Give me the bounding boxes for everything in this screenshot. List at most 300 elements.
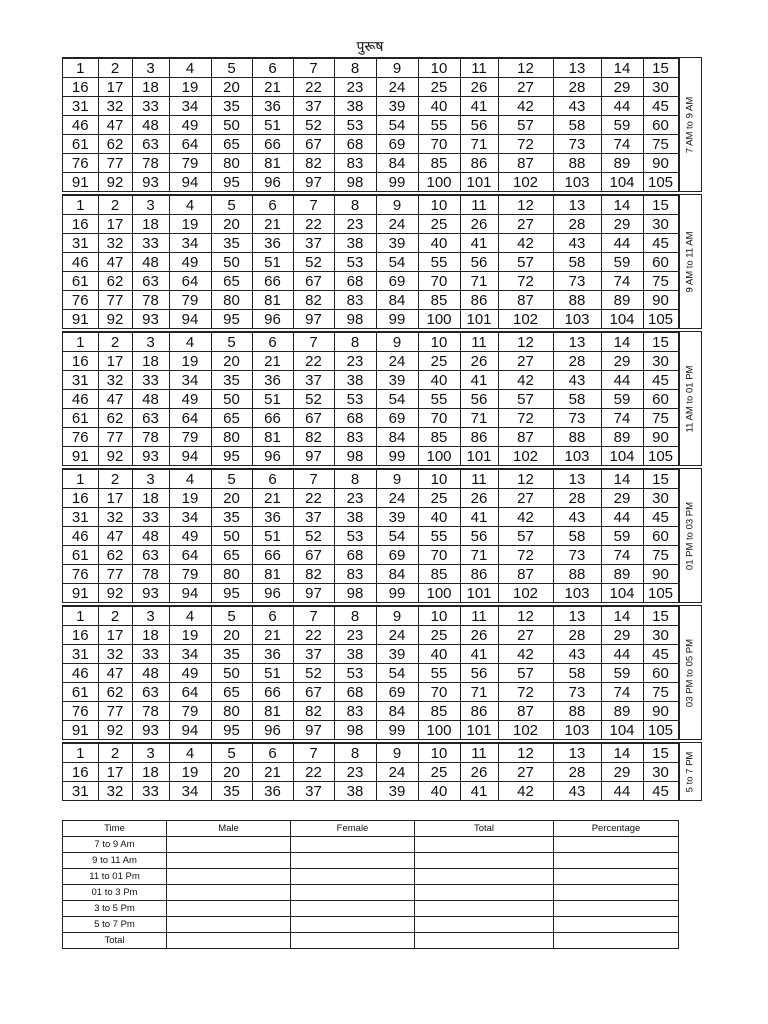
- number-cell[interactable]: 93: [132, 173, 169, 192]
- number-cell[interactable]: 64: [169, 135, 211, 154]
- number-cell[interactable]: 57: [498, 664, 553, 683]
- number-cell[interactable]: 99: [376, 721, 418, 740]
- number-cell[interactable]: 44: [601, 97, 643, 116]
- number-cell[interactable]: 22: [293, 215, 334, 234]
- number-cell[interactable]: 66: [252, 135, 293, 154]
- summary-value-cell[interactable]: [554, 853, 679, 869]
- number-cell[interactable]: 87: [498, 565, 553, 584]
- number-cell[interactable]: 41: [460, 645, 498, 664]
- number-cell[interactable]: 65: [211, 546, 252, 565]
- number-cell[interactable]: 46: [63, 390, 98, 409]
- number-cell[interactable]: 29: [601, 352, 643, 371]
- number-cell[interactable]: 37: [293, 97, 334, 116]
- number-cell[interactable]: 30: [643, 763, 678, 782]
- number-cell[interactable]: 12: [498, 59, 553, 78]
- number-cell[interactable]: 71: [460, 272, 498, 291]
- number-cell[interactable]: 19: [169, 626, 211, 645]
- number-cell[interactable]: 30: [643, 626, 678, 645]
- number-cell[interactable]: 102: [498, 310, 553, 329]
- number-cell[interactable]: 82: [293, 565, 334, 584]
- number-cell[interactable]: 93: [132, 447, 169, 466]
- number-cell[interactable]: 88: [553, 702, 601, 721]
- summary-value-cell[interactable]: [167, 917, 291, 933]
- number-cell[interactable]: 74: [601, 272, 643, 291]
- number-cell[interactable]: 30: [643, 352, 678, 371]
- number-cell[interactable]: 96: [252, 447, 293, 466]
- number-cell[interactable]: 50: [211, 390, 252, 409]
- number-cell[interactable]: 14: [601, 470, 643, 489]
- number-cell[interactable]: 53: [334, 390, 376, 409]
- number-cell[interactable]: 81: [252, 565, 293, 584]
- number-cell[interactable]: 35: [211, 97, 252, 116]
- number-cell[interactable]: 1: [63, 196, 98, 215]
- number-cell[interactable]: 89: [601, 154, 643, 173]
- number-cell[interactable]: 45: [643, 97, 678, 116]
- number-cell[interactable]: 42: [498, 508, 553, 527]
- number-cell[interactable]: 39: [376, 645, 418, 664]
- number-cell[interactable]: 10: [418, 196, 460, 215]
- number-cell[interactable]: 2: [98, 470, 132, 489]
- number-cell[interactable]: 12: [498, 196, 553, 215]
- number-cell[interactable]: 64: [169, 546, 211, 565]
- number-cell[interactable]: 50: [211, 527, 252, 546]
- number-cell[interactable]: 82: [293, 291, 334, 310]
- number-cell[interactable]: 91: [63, 721, 98, 740]
- number-cell[interactable]: 59: [601, 116, 643, 135]
- summary-value-cell[interactable]: [167, 933, 291, 949]
- number-cell[interactable]: 54: [376, 390, 418, 409]
- number-cell[interactable]: 105: [643, 173, 678, 192]
- number-cell[interactable]: 30: [643, 78, 678, 97]
- number-cell[interactable]: 82: [293, 428, 334, 447]
- number-cell[interactable]: 26: [460, 763, 498, 782]
- number-cell[interactable]: 88: [553, 428, 601, 447]
- number-cell[interactable]: 4: [169, 59, 211, 78]
- number-cell[interactable]: 33: [132, 371, 169, 390]
- number-cell[interactable]: 24: [376, 489, 418, 508]
- summary-value-cell[interactable]: [415, 837, 554, 853]
- number-cell[interactable]: 73: [553, 272, 601, 291]
- number-cell[interactable]: 15: [643, 744, 678, 763]
- number-cell[interactable]: 67: [293, 135, 334, 154]
- number-cell[interactable]: 38: [334, 234, 376, 253]
- number-cell[interactable]: 19: [169, 352, 211, 371]
- summary-value-cell[interactable]: [554, 917, 679, 933]
- number-cell[interactable]: 74: [601, 409, 643, 428]
- number-cell[interactable]: 38: [334, 645, 376, 664]
- summary-value-cell[interactable]: [291, 837, 415, 853]
- number-cell[interactable]: 96: [252, 310, 293, 329]
- number-cell[interactable]: 35: [211, 645, 252, 664]
- summary-value-cell[interactable]: [291, 917, 415, 933]
- number-cell[interactable]: 93: [132, 721, 169, 740]
- number-cell[interactable]: 52: [293, 253, 334, 272]
- number-cell[interactable]: 23: [334, 78, 376, 97]
- number-cell[interactable]: 8: [334, 744, 376, 763]
- number-cell[interactable]: 33: [132, 97, 169, 116]
- number-cell[interactable]: 67: [293, 683, 334, 702]
- number-cell[interactable]: 48: [132, 527, 169, 546]
- number-cell[interactable]: 99: [376, 173, 418, 192]
- number-cell[interactable]: 83: [334, 702, 376, 721]
- number-cell[interactable]: 59: [601, 664, 643, 683]
- number-cell[interactable]: 80: [211, 291, 252, 310]
- number-cell[interactable]: 39: [376, 782, 418, 801]
- number-cell[interactable]: 88: [553, 565, 601, 584]
- number-cell[interactable]: 8: [334, 470, 376, 489]
- number-cell[interactable]: 46: [63, 116, 98, 135]
- number-cell[interactable]: 78: [132, 565, 169, 584]
- number-cell[interactable]: 78: [132, 154, 169, 173]
- number-cell[interactable]: 47: [98, 527, 132, 546]
- number-cell[interactable]: 31: [63, 371, 98, 390]
- number-cell[interactable]: 21: [252, 352, 293, 371]
- number-cell[interactable]: 83: [334, 428, 376, 447]
- number-cell[interactable]: 70: [418, 683, 460, 702]
- number-cell[interactable]: 25: [418, 763, 460, 782]
- number-cell[interactable]: 31: [63, 97, 98, 116]
- number-cell[interactable]: 16: [63, 352, 98, 371]
- number-cell[interactable]: 46: [63, 664, 98, 683]
- number-cell[interactable]: 19: [169, 763, 211, 782]
- number-cell[interactable]: 59: [601, 527, 643, 546]
- number-cell[interactable]: 90: [643, 565, 678, 584]
- number-cell[interactable]: 97: [293, 310, 334, 329]
- number-cell[interactable]: 83: [334, 291, 376, 310]
- number-cell[interactable]: 79: [169, 291, 211, 310]
- number-cell[interactable]: 16: [63, 626, 98, 645]
- number-cell[interactable]: 46: [63, 527, 98, 546]
- number-cell[interactable]: 38: [334, 508, 376, 527]
- number-cell[interactable]: 32: [98, 371, 132, 390]
- summary-value-cell[interactable]: [291, 885, 415, 901]
- number-cell[interactable]: 61: [63, 409, 98, 428]
- number-cell[interactable]: 75: [643, 683, 678, 702]
- number-cell[interactable]: 64: [169, 272, 211, 291]
- number-cell[interactable]: 99: [376, 584, 418, 603]
- number-cell[interactable]: 3: [132, 470, 169, 489]
- number-cell[interactable]: 62: [98, 546, 132, 565]
- number-cell[interactable]: 63: [132, 272, 169, 291]
- number-cell[interactable]: 97: [293, 584, 334, 603]
- number-cell[interactable]: 43: [553, 645, 601, 664]
- number-cell[interactable]: 55: [418, 390, 460, 409]
- number-cell[interactable]: 4: [169, 196, 211, 215]
- number-cell[interactable]: 52: [293, 527, 334, 546]
- number-cell[interactable]: 54: [376, 664, 418, 683]
- number-cell[interactable]: 29: [601, 763, 643, 782]
- number-cell[interactable]: 87: [498, 428, 553, 447]
- number-cell[interactable]: 96: [252, 584, 293, 603]
- number-cell[interactable]: 80: [211, 565, 252, 584]
- number-cell[interactable]: 54: [376, 253, 418, 272]
- number-cell[interactable]: 37: [293, 371, 334, 390]
- number-cell[interactable]: 1: [63, 607, 98, 626]
- number-cell[interactable]: 33: [132, 234, 169, 253]
- number-cell[interactable]: 49: [169, 390, 211, 409]
- number-cell[interactable]: 14: [601, 59, 643, 78]
- number-cell[interactable]: 48: [132, 664, 169, 683]
- number-cell[interactable]: 7: [293, 196, 334, 215]
- number-cell[interactable]: 71: [460, 409, 498, 428]
- number-cell[interactable]: 64: [169, 683, 211, 702]
- number-cell[interactable]: 18: [132, 489, 169, 508]
- number-cell[interactable]: 70: [418, 546, 460, 565]
- number-cell[interactable]: 5: [211, 333, 252, 352]
- number-cell[interactable]: 26: [460, 352, 498, 371]
- number-cell[interactable]: 6: [252, 333, 293, 352]
- number-cell[interactable]: 72: [498, 546, 553, 565]
- number-cell[interactable]: 94: [169, 173, 211, 192]
- number-cell[interactable]: 15: [643, 333, 678, 352]
- number-cell[interactable]: 14: [601, 607, 643, 626]
- number-cell[interactable]: 72: [498, 135, 553, 154]
- number-cell[interactable]: 7: [293, 744, 334, 763]
- number-cell[interactable]: 81: [252, 428, 293, 447]
- number-cell[interactable]: 100: [418, 310, 460, 329]
- number-cell[interactable]: 20: [211, 626, 252, 645]
- number-cell[interactable]: 17: [98, 352, 132, 371]
- number-cell[interactable]: 27: [498, 215, 553, 234]
- number-cell[interactable]: 42: [498, 97, 553, 116]
- number-cell[interactable]: 74: [601, 683, 643, 702]
- number-cell[interactable]: 15: [643, 607, 678, 626]
- summary-value-cell[interactable]: [291, 853, 415, 869]
- number-cell[interactable]: 2: [98, 333, 132, 352]
- number-cell[interactable]: 68: [334, 683, 376, 702]
- number-cell[interactable]: 57: [498, 253, 553, 272]
- number-cell[interactable]: 75: [643, 135, 678, 154]
- number-cell[interactable]: 13: [553, 59, 601, 78]
- number-cell[interactable]: 2: [98, 196, 132, 215]
- number-cell[interactable]: 31: [63, 645, 98, 664]
- number-cell[interactable]: 71: [460, 135, 498, 154]
- number-cell[interactable]: 60: [643, 253, 678, 272]
- number-cell[interactable]: 72: [498, 683, 553, 702]
- number-cell[interactable]: 53: [334, 253, 376, 272]
- number-cell[interactable]: 33: [132, 782, 169, 801]
- number-cell[interactable]: 95: [211, 721, 252, 740]
- number-cell[interactable]: 23: [334, 215, 376, 234]
- number-cell[interactable]: 52: [293, 390, 334, 409]
- number-cell[interactable]: 40: [418, 371, 460, 390]
- number-cell[interactable]: 73: [553, 683, 601, 702]
- number-cell[interactable]: 85: [418, 565, 460, 584]
- number-cell[interactable]: 39: [376, 371, 418, 390]
- number-cell[interactable]: 84: [376, 702, 418, 721]
- number-cell[interactable]: 100: [418, 173, 460, 192]
- number-cell[interactable]: 43: [553, 508, 601, 527]
- number-cell[interactable]: 66: [252, 409, 293, 428]
- number-cell[interactable]: 20: [211, 78, 252, 97]
- number-cell[interactable]: 98: [334, 447, 376, 466]
- number-cell[interactable]: 68: [334, 546, 376, 565]
- number-cell[interactable]: 4: [169, 333, 211, 352]
- number-cell[interactable]: 35: [211, 234, 252, 253]
- number-cell[interactable]: 74: [601, 546, 643, 565]
- number-cell[interactable]: 6: [252, 470, 293, 489]
- number-cell[interactable]: 23: [334, 626, 376, 645]
- number-cell[interactable]: 51: [252, 527, 293, 546]
- number-cell[interactable]: 13: [553, 607, 601, 626]
- number-cell[interactable]: 28: [553, 626, 601, 645]
- number-cell[interactable]: 73: [553, 409, 601, 428]
- number-cell[interactable]: 37: [293, 508, 334, 527]
- number-cell[interactable]: 85: [418, 702, 460, 721]
- number-cell[interactable]: 67: [293, 409, 334, 428]
- number-cell[interactable]: 3: [132, 607, 169, 626]
- number-cell[interactable]: 60: [643, 664, 678, 683]
- number-cell[interactable]: 3: [132, 333, 169, 352]
- number-cell[interactable]: 37: [293, 645, 334, 664]
- number-cell[interactable]: 103: [553, 447, 601, 466]
- number-cell[interactable]: 10: [418, 470, 460, 489]
- number-cell[interactable]: 9: [376, 470, 418, 489]
- number-cell[interactable]: 103: [553, 173, 601, 192]
- number-cell[interactable]: 35: [211, 782, 252, 801]
- number-cell[interactable]: 96: [252, 173, 293, 192]
- number-cell[interactable]: 92: [98, 721, 132, 740]
- number-cell[interactable]: 26: [460, 78, 498, 97]
- number-cell[interactable]: 42: [498, 371, 553, 390]
- number-cell[interactable]: 85: [418, 291, 460, 310]
- number-cell[interactable]: 17: [98, 215, 132, 234]
- number-cell[interactable]: 52: [293, 116, 334, 135]
- number-cell[interactable]: 16: [63, 78, 98, 97]
- number-cell[interactable]: 77: [98, 154, 132, 173]
- number-cell[interactable]: 9: [376, 333, 418, 352]
- number-cell[interactable]: 45: [643, 508, 678, 527]
- number-cell[interactable]: 76: [63, 291, 98, 310]
- number-cell[interactable]: 1: [63, 470, 98, 489]
- number-cell[interactable]: 87: [498, 154, 553, 173]
- number-cell[interactable]: 19: [169, 215, 211, 234]
- number-cell[interactable]: 36: [252, 371, 293, 390]
- number-cell[interactable]: 51: [252, 253, 293, 272]
- number-cell[interactable]: 77: [98, 565, 132, 584]
- number-cell[interactable]: 9: [376, 607, 418, 626]
- number-cell[interactable]: 27: [498, 352, 553, 371]
- number-cell[interactable]: 12: [498, 744, 553, 763]
- number-cell[interactable]: 95: [211, 310, 252, 329]
- number-cell[interactable]: 24: [376, 763, 418, 782]
- number-cell[interactable]: 26: [460, 215, 498, 234]
- number-cell[interactable]: 103: [553, 584, 601, 603]
- number-cell[interactable]: 73: [553, 546, 601, 565]
- number-cell[interactable]: 101: [460, 721, 498, 740]
- number-cell[interactable]: 21: [252, 215, 293, 234]
- number-cell[interactable]: 1: [63, 59, 98, 78]
- number-cell[interactable]: 71: [460, 546, 498, 565]
- number-cell[interactable]: 94: [169, 447, 211, 466]
- number-cell[interactable]: 102: [498, 447, 553, 466]
- number-cell[interactable]: 57: [498, 527, 553, 546]
- number-cell[interactable]: 42: [498, 645, 553, 664]
- number-cell[interactable]: 6: [252, 196, 293, 215]
- number-cell[interactable]: 101: [460, 173, 498, 192]
- number-cell[interactable]: 40: [418, 508, 460, 527]
- number-cell[interactable]: 21: [252, 78, 293, 97]
- number-cell[interactable]: 60: [643, 116, 678, 135]
- number-cell[interactable]: 41: [460, 782, 498, 801]
- number-cell[interactable]: 70: [418, 272, 460, 291]
- number-cell[interactable]: 29: [601, 626, 643, 645]
- number-cell[interactable]: 15: [643, 196, 678, 215]
- number-cell[interactable]: 104: [601, 173, 643, 192]
- number-cell[interactable]: 57: [498, 390, 553, 409]
- number-cell[interactable]: 18: [132, 352, 169, 371]
- summary-value-cell[interactable]: [167, 901, 291, 917]
- number-cell[interactable]: 91: [63, 310, 98, 329]
- number-cell[interactable]: 90: [643, 291, 678, 310]
- number-cell[interactable]: 68: [334, 409, 376, 428]
- number-cell[interactable]: 79: [169, 565, 211, 584]
- summary-value-cell[interactable]: [167, 837, 291, 853]
- number-cell[interactable]: 48: [132, 253, 169, 272]
- number-cell[interactable]: 104: [601, 721, 643, 740]
- number-cell[interactable]: 35: [211, 508, 252, 527]
- number-cell[interactable]: 33: [132, 508, 169, 527]
- number-cell[interactable]: 40: [418, 782, 460, 801]
- number-cell[interactable]: 102: [498, 721, 553, 740]
- number-cell[interactable]: 55: [418, 527, 460, 546]
- number-cell[interactable]: 78: [132, 428, 169, 447]
- number-cell[interactable]: 21: [252, 626, 293, 645]
- number-cell[interactable]: 80: [211, 428, 252, 447]
- number-cell[interactable]: 70: [418, 409, 460, 428]
- number-cell[interactable]: 18: [132, 215, 169, 234]
- number-cell[interactable]: 34: [169, 371, 211, 390]
- number-cell[interactable]: 69: [376, 272, 418, 291]
- summary-value-cell[interactable]: [415, 917, 554, 933]
- number-cell[interactable]: 3: [132, 59, 169, 78]
- number-cell[interactable]: 79: [169, 428, 211, 447]
- number-cell[interactable]: 73: [553, 135, 601, 154]
- number-cell[interactable]: 97: [293, 173, 334, 192]
- number-cell[interactable]: 94: [169, 584, 211, 603]
- number-cell[interactable]: 61: [63, 683, 98, 702]
- number-cell[interactable]: 65: [211, 409, 252, 428]
- number-cell[interactable]: 31: [63, 782, 98, 801]
- number-cell[interactable]: 1: [63, 744, 98, 763]
- number-cell[interactable]: 76: [63, 428, 98, 447]
- number-cell[interactable]: 51: [252, 116, 293, 135]
- summary-value-cell[interactable]: [415, 901, 554, 917]
- number-cell[interactable]: 90: [643, 428, 678, 447]
- number-cell[interactable]: 101: [460, 310, 498, 329]
- number-cell[interactable]: 11: [460, 196, 498, 215]
- number-cell[interactable]: 66: [252, 683, 293, 702]
- number-cell[interactable]: 34: [169, 97, 211, 116]
- number-cell[interactable]: 36: [252, 508, 293, 527]
- number-cell[interactable]: 65: [211, 683, 252, 702]
- number-cell[interactable]: 84: [376, 154, 418, 173]
- number-cell[interactable]: 3: [132, 196, 169, 215]
- number-cell[interactable]: 19: [169, 78, 211, 97]
- number-cell[interactable]: 91: [63, 584, 98, 603]
- number-cell[interactable]: 58: [553, 116, 601, 135]
- number-cell[interactable]: 56: [460, 527, 498, 546]
- number-cell[interactable]: 61: [63, 546, 98, 565]
- number-cell[interactable]: 5: [211, 470, 252, 489]
- number-cell[interactable]: 4: [169, 744, 211, 763]
- number-cell[interactable]: 60: [643, 527, 678, 546]
- number-cell[interactable]: 23: [334, 352, 376, 371]
- number-cell[interactable]: 101: [460, 447, 498, 466]
- number-cell[interactable]: 89: [601, 428, 643, 447]
- number-cell[interactable]: 37: [293, 234, 334, 253]
- number-cell[interactable]: 28: [553, 78, 601, 97]
